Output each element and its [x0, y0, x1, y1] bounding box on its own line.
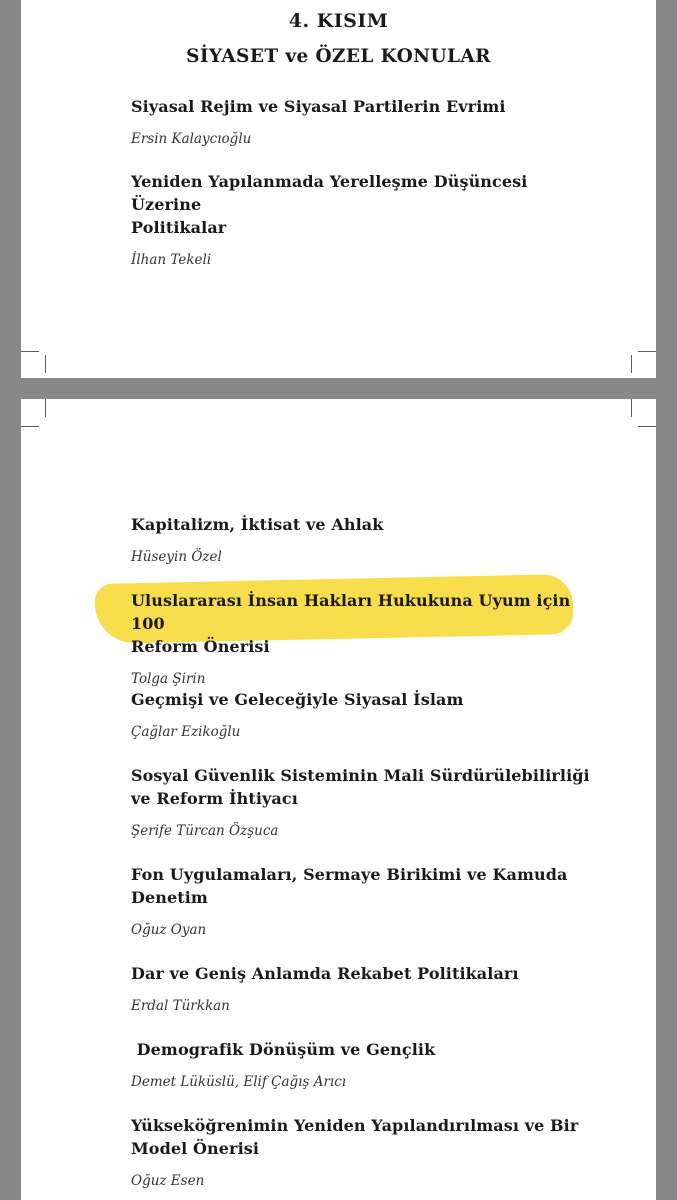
- document-page-2: [21, 399, 656, 1200]
- article-author: Hüseyin Özel: [131, 549, 222, 565]
- toc-entry: [131, 95, 601, 148]
- article-title-line: Model Önerisi: [131, 1139, 260, 1158]
- toc-entry: [131, 962, 601, 1015]
- article-title: [131, 764, 601, 810]
- article-title: Dar ve Geniş Anlamda Rekabet Politikaları: [131, 964, 519, 983]
- article-title: Kapitalizm, İktisat ve Ahlak: [131, 515, 384, 534]
- part-number-heading: 4. KISIM: [288, 10, 389, 32]
- article-author: Demet Lüküslü, Elif Çağış Arıcı: [131, 1074, 347, 1090]
- crop-mark: [638, 426, 656, 427]
- crop-mark: [45, 355, 46, 373]
- document-page-1: [21, 0, 656, 378]
- article-title-line: Yeniden Yapılanmada Yerelleşme Düşüncesi Üzerine: [131, 172, 528, 214]
- article-author: Ersin Kalaycıoğlu: [131, 131, 252, 147]
- article-title-line: Uluslararası İnsan Hakları Hukukuna Uyum için 100: [131, 591, 571, 633]
- article-title: [131, 863, 601, 909]
- article-author: Oğuz Esen: [131, 1173, 205, 1189]
- crop-mark: [21, 426, 39, 427]
- toc-entry: [131, 170, 601, 269]
- toc-entry: [131, 1038, 601, 1091]
- part-title-heading: SİYASET ve ÖZEL KONULAR: [186, 46, 491, 67]
- toc-entry: [131, 513, 601, 566]
- crop-mark: [638, 351, 656, 352]
- article-title: Siyasal Rejim ve Siyasal Partilerin Evrimi: [131, 97, 506, 116]
- article-author: Erdal Türkkan: [131, 998, 230, 1014]
- article-title-line: Sosyal Güvenlik Sisteminin Mali Sürdürülebilirliği: [131, 766, 590, 785]
- crop-mark: [631, 355, 632, 373]
- toc-entry: [131, 1114, 601, 1190]
- article-title-line: Denetim: [131, 888, 208, 907]
- crop-mark: [45, 399, 46, 417]
- crop-mark: [21, 351, 39, 352]
- article-author: Çağlar Ezikoğlu: [131, 724, 241, 740]
- crop-mark: [631, 399, 632, 417]
- toc-entry: [131, 863, 601, 939]
- article-author: İlhan Tekeli: [131, 252, 212, 268]
- article-title: [131, 589, 601, 658]
- article-author: Şerife Türcan Özşuca: [131, 823, 279, 839]
- article-title-line: Politikalar: [131, 218, 227, 237]
- article-title-line: Yükseköğrenimin Yeniden Yapılandırılması ve Bir: [131, 1116, 579, 1135]
- article-title-line: Reform Önerisi: [131, 637, 270, 656]
- article-title: Demografik Dönüşüm ve Gençlik: [131, 1040, 436, 1059]
- article-author: Oğuz Oyan: [131, 922, 207, 938]
- article-title-line: Fon Uygulamaları, Sermaye Birikimi ve Kamuda: [131, 865, 568, 884]
- article-title: [131, 1114, 601, 1160]
- article-author: Tolga Şirin: [131, 671, 206, 687]
- article-title: [131, 170, 601, 239]
- toc-entry: [131, 764, 601, 840]
- toc-entry-highlighted: [131, 589, 601, 688]
- toc-entry: [131, 688, 601, 741]
- article-title-line: ve Reform İhtiyacı: [131, 789, 298, 808]
- article-title: Geçmişi ve Geleceğiyle Siyasal İslam: [131, 690, 464, 709]
